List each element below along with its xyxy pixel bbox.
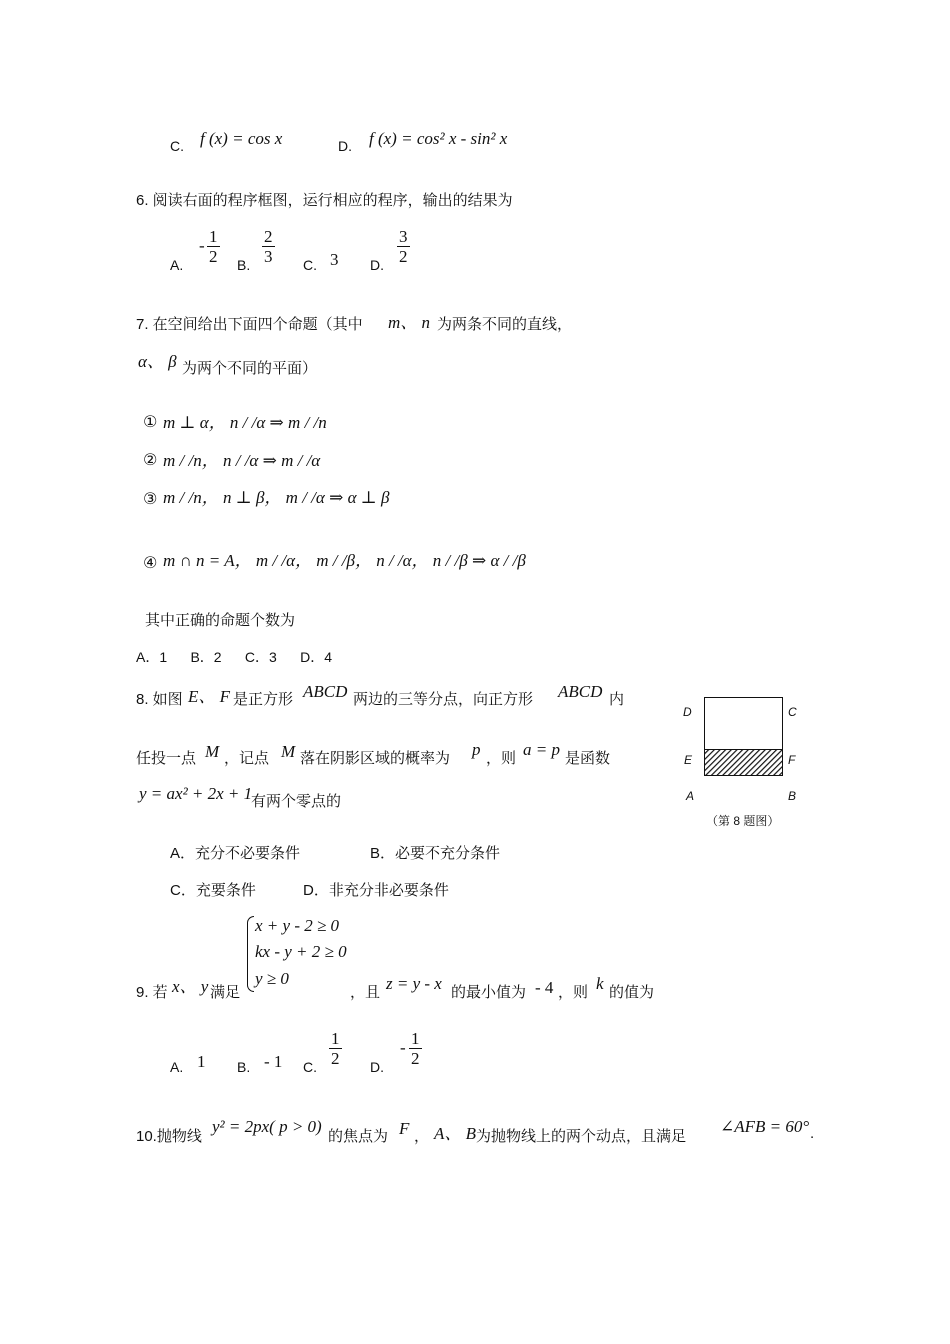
q8-square-diagram — [704, 697, 784, 777]
q9-option-b-label: B. — [237, 1059, 251, 1075]
q7-prop4: m ∩ n = A， m / /α， m / /β， n / /α， n / /β ⇒ α / /β — [163, 551, 526, 570]
q6-option-b-numerator: 2 — [264, 227, 273, 246]
q8-line2-a: 任投一点 — [136, 750, 197, 767]
q5-option-d-label: D. — [338, 138, 352, 154]
q9-stem-e: ，则 — [558, 984, 589, 1001]
q6-option-a-fraction — [207, 227, 220, 266]
q6-option-d-numerator: 3 — [399, 227, 408, 246]
q7-stem-prefix: 7. 在空间给出下面四个命题（其中 — [136, 316, 363, 333]
q7-line2-vars: α、 β — [138, 352, 177, 371]
q8-stem-abcd: ABCD — [303, 682, 348, 701]
q8-figure — [704, 697, 783, 776]
q8-fig-label-f: F — [788, 753, 796, 767]
q9-option-d-sign: - — [400, 1038, 406, 1057]
q10-stem-f: F — [399, 1119, 410, 1138]
q8-stem-ef: E、 F — [188, 687, 231, 706]
q9-option-c-label: C. — [303, 1059, 317, 1075]
q10-stem-ab: A、 B — [434, 1124, 477, 1143]
q8-stem-b: 是正方形 — [233, 691, 294, 708]
q7-prop1: m ⊥ α， n / /α ⇒ m / /n — [163, 413, 327, 432]
q6-option-d-label: D. — [370, 257, 384, 273]
q9-stem-c: ，且 — [350, 984, 381, 1001]
q7-question: 其中正确的命题个数为 — [145, 612, 296, 629]
q8-stem-d: 内 — [609, 691, 625, 708]
q9-system-brace — [247, 916, 254, 992]
q8-stem-c: 两边的三等分点，向正方形 — [353, 691, 534, 708]
q6-option-d-denominator: 2 — [399, 247, 408, 266]
q9-stem-f: 的值为 — [609, 984, 655, 1001]
q7-prop1-marker: ① — [143, 412, 158, 431]
q8-stem-a: 8. 如图 — [136, 691, 183, 708]
q9-option-d-denominator: 2 — [411, 1049, 420, 1068]
q9-system-line2: kx - y + 2 ≥ 0 — [255, 942, 347, 961]
q9-option-d-fraction — [409, 1029, 422, 1068]
q9-stem-b: 满足 — [210, 984, 241, 1001]
q10-stem-eq: y² = 2px( p > 0) — [212, 1117, 322, 1136]
q9-option-d-numerator: 1 — [411, 1029, 420, 1048]
q8-line2-p: p — [472, 740, 481, 759]
q8-fig-label-b: B — [788, 789, 797, 803]
q8-line2-e: 是函数 — [565, 750, 611, 767]
q6-option-a-sign: - — [199, 236, 205, 255]
q10-stem-c: ， — [414, 1128, 430, 1145]
q8-line2-d: ，则 — [486, 750, 517, 767]
q8-fig-label-d: D — [683, 705, 692, 719]
q10-stem-d: 为抛物线上的两个动点，且满足 — [476, 1128, 687, 1145]
q6-option-c-label: C. — [303, 257, 317, 273]
q8-fig-label-c: C — [788, 705, 797, 719]
q9-stem-xy: x、 y — [172, 977, 209, 996]
q8-option-d: D．非充分非必要条件 — [303, 882, 449, 899]
q8-shaded-region — [705, 750, 783, 776]
q8-line3-expr: y = ax² + 2x + 1 — [139, 784, 253, 803]
q6-stem: 6. 阅读右面的程序框图，运行相应的程序，输出的结果为 — [136, 192, 513, 209]
q9-stem-z: z = y - x — [386, 974, 442, 993]
q9-option-a-label: A. — [170, 1059, 184, 1075]
q10-stem-a: 10.抛物线 — [136, 1128, 202, 1145]
q6-option-a-denominator: 2 — [209, 247, 218, 266]
q8-fig-label-a: A — [686, 789, 695, 803]
q9-system-line3: y ≥ 0 — [255, 969, 289, 988]
q5-option-d-expr: f (x) = cos² x - sin² x — [369, 129, 508, 148]
q9-stem-d: 的最小值为 — [451, 984, 527, 1001]
q8-option-a: A．充分不必要条件 — [170, 845, 301, 862]
q9-option-b-value: - 1 — [264, 1052, 283, 1071]
q8-option-b: B．必要不充分条件 — [370, 845, 501, 862]
q8-stem-abcd2: ABCD — [558, 682, 603, 701]
q6-option-b-denominator: 3 — [264, 247, 273, 266]
q9-system-line1: x + y - 2 ≥ 0 — [255, 916, 340, 935]
q9-option-d-label: D. — [370, 1059, 384, 1075]
q7-prop3: m / /n， n ⊥ β， m / /α ⇒ α ⊥ β — [163, 488, 390, 507]
q9-option-c-numerator: 1 — [331, 1029, 340, 1048]
q7-options: A．1 B．2 C．3 D．4 — [136, 649, 333, 665]
q6-option-b-label: B. — [237, 257, 251, 273]
q6-option-a-numerator: 1 — [209, 227, 218, 246]
q7-prop3-marker: ③ — [143, 489, 158, 508]
q10-stem-angle: ∠AFB = 60° — [720, 1117, 810, 1136]
q9-option-a-value: 1 — [197, 1052, 206, 1071]
q5-option-c-label: C. — [170, 138, 184, 154]
q5-option-c-expr: f (x) = cos x — [200, 129, 283, 148]
q8-line2-m2: M — [281, 742, 296, 761]
q10-stem-b: 的焦点为 — [328, 1128, 389, 1145]
q8-option-c: C．充要条件 — [170, 882, 256, 899]
q6-option-a-label: A. — [170, 257, 184, 273]
q10-stem-end: . — [810, 1125, 815, 1142]
q8-line3-text: 有两个零点的 — [251, 793, 342, 810]
q6-option-d-fraction — [397, 227, 410, 266]
q7-prop2-marker: ② — [143, 450, 158, 469]
q7-stem-suffix: 为两条不同的直线， — [437, 316, 573, 333]
q9-option-c-denominator: 2 — [331, 1049, 340, 1068]
q7-stem-vars: m、 n — [388, 313, 431, 332]
q9-stem-a: 9. 若 — [136, 984, 168, 1001]
q6-option-c-value: 3 — [330, 250, 339, 269]
q9-stem-k: k — [596, 974, 604, 993]
q7-prop2: m / /n， n / /α ⇒ m / /α — [163, 451, 321, 470]
q8-fig-label-e: E — [684, 753, 693, 767]
q8-fig-caption: （第 8 题图） — [706, 814, 780, 828]
q9-option-c-fraction — [329, 1029, 342, 1068]
q8-line2-m: M — [205, 742, 220, 761]
q9-stem-min: - 4 — [535, 978, 554, 997]
q6-option-b-fraction — [262, 227, 275, 266]
q7-line2-text: 为两个不同的平面） — [182, 360, 318, 377]
q8-line2-b: ，记点 — [224, 750, 270, 767]
q8-line2-eq: a = p — [523, 740, 560, 759]
q8-line2-c: 落在阴影区域的概率为 — [300, 750, 451, 767]
q7-prop4-marker: ④ — [143, 553, 158, 572]
